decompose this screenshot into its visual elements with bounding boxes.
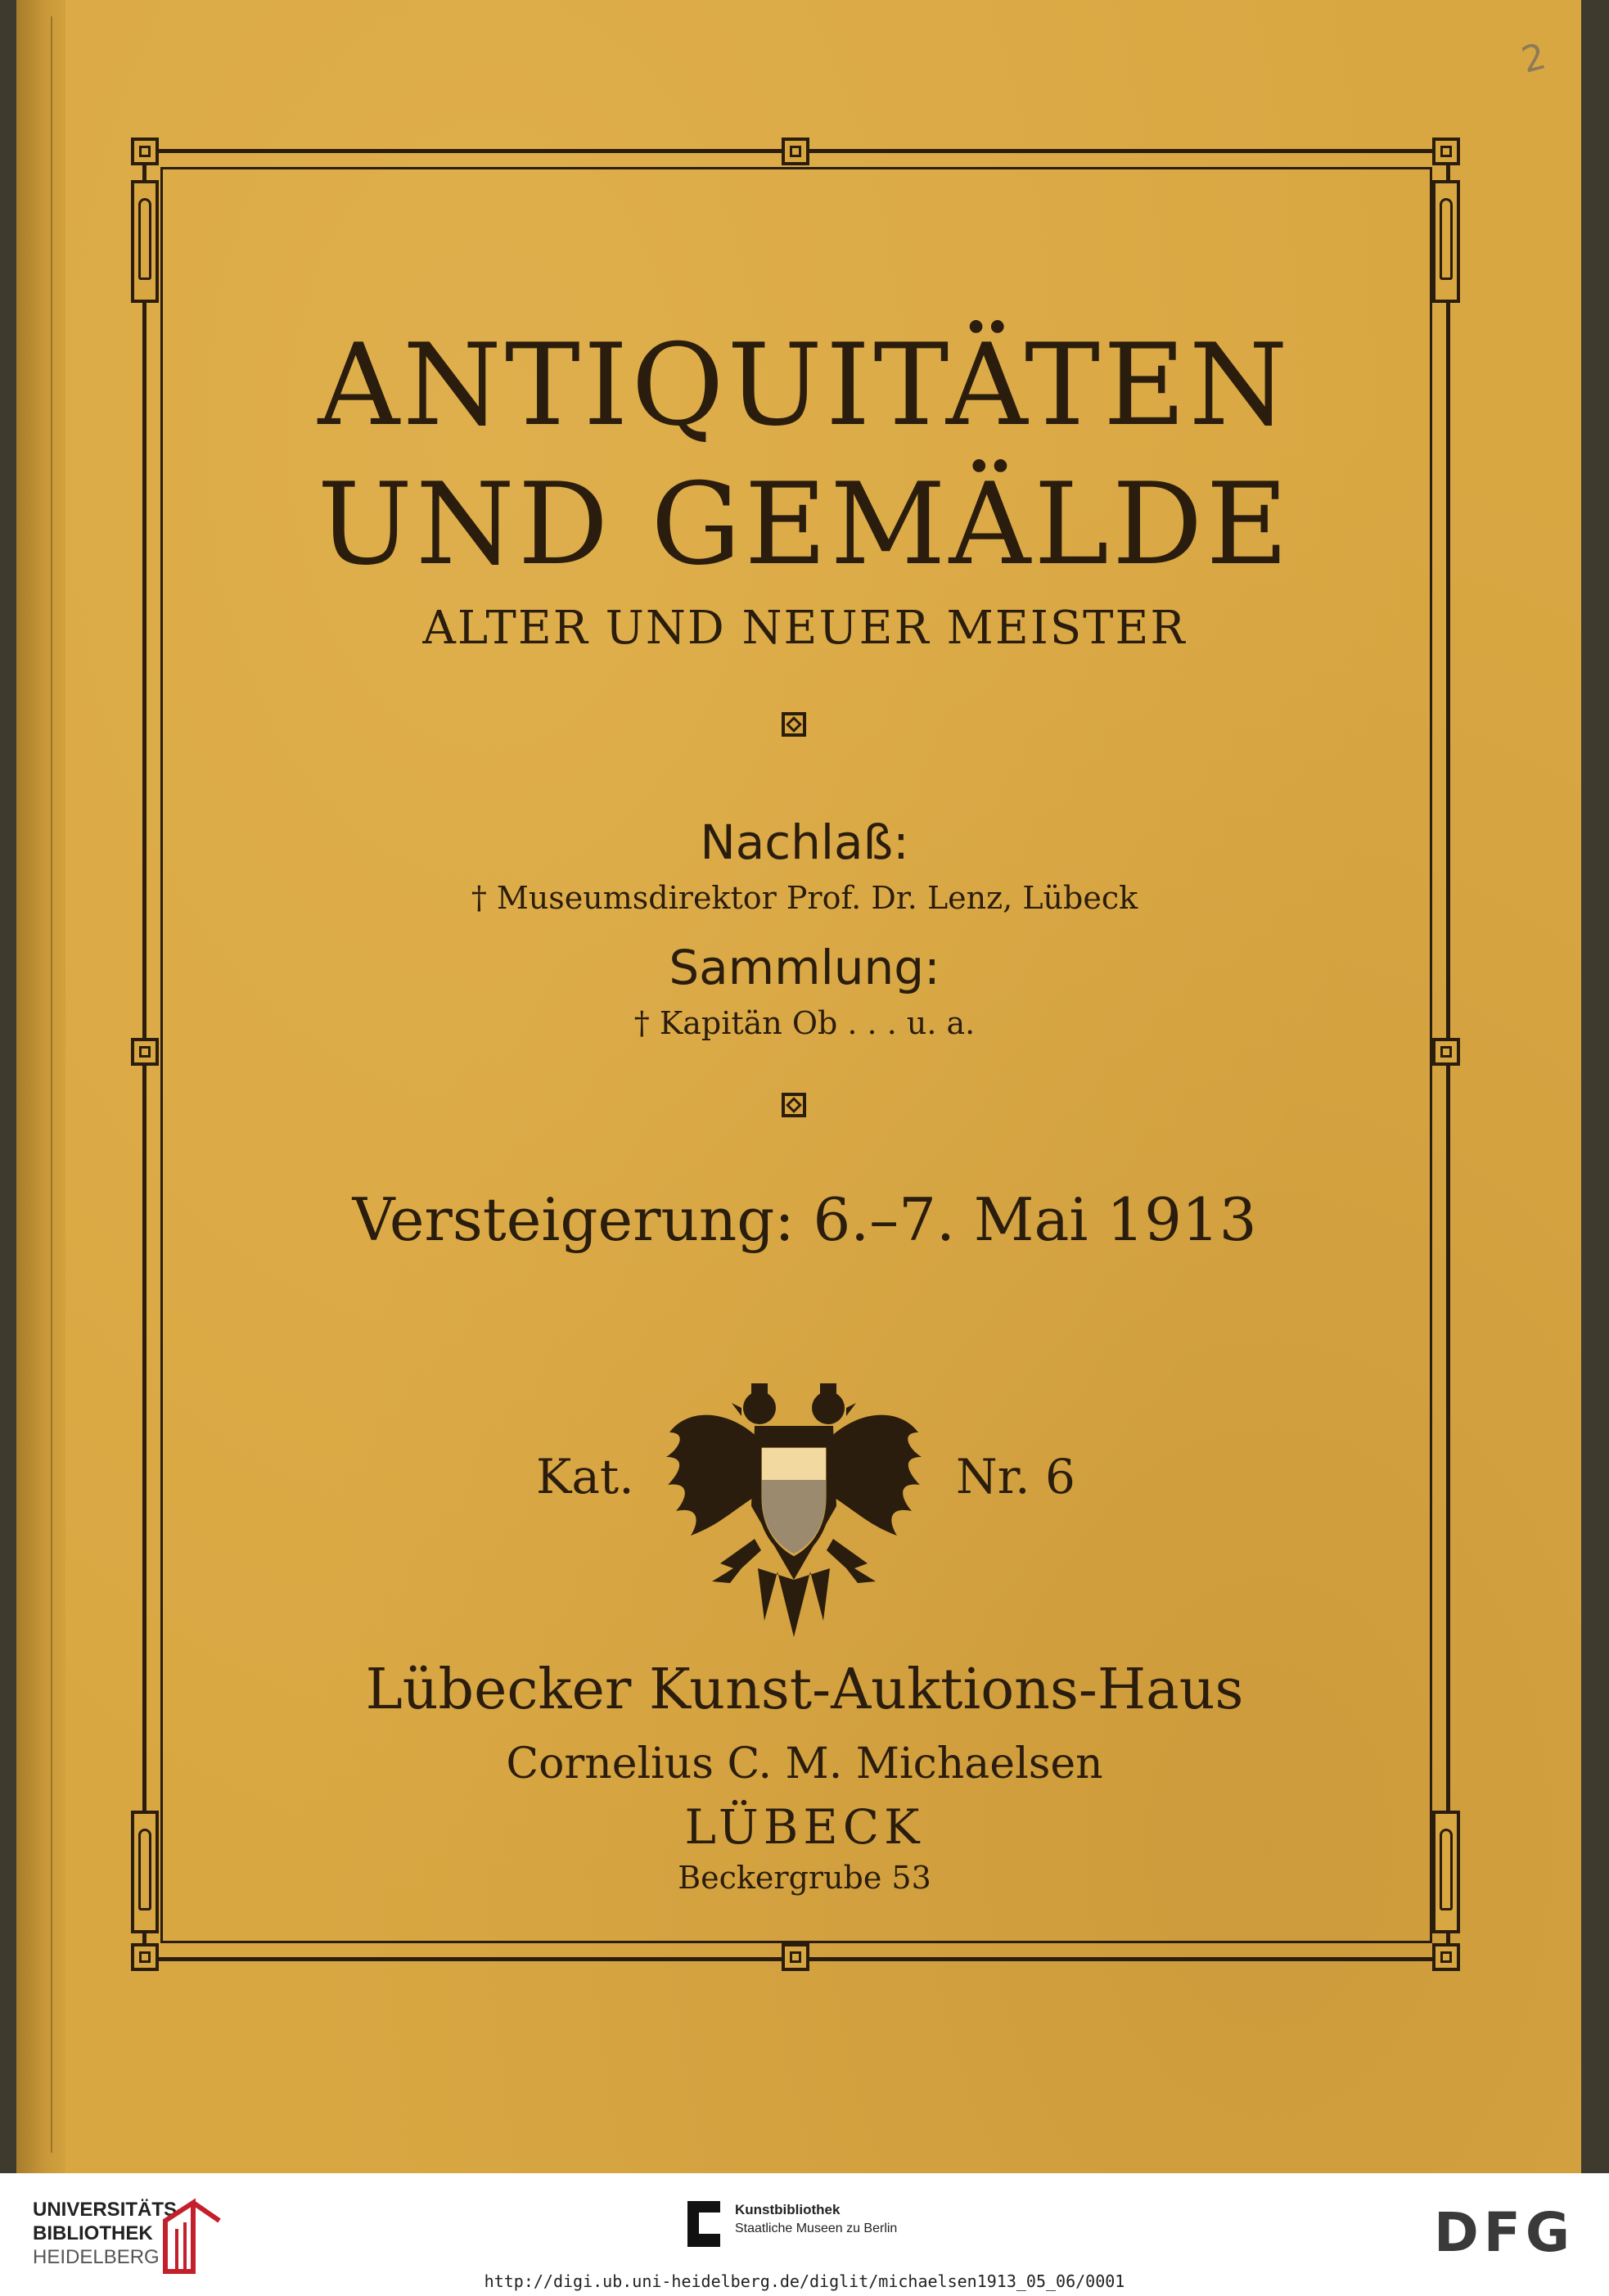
divider-ornament <box>782 1093 806 1117</box>
dfg-logo[interactable]: DFG <box>1434 2201 1575 2264</box>
kb-subtitle: Staatliche Museen zu Berlin <box>735 2222 898 2235</box>
permalink-url[interactable]: http://digi.ub.uni-heidelberg.de/diglit/michaelsen1913_05_06/0001 <box>484 2271 1125 2291</box>
catalog-label-left: Kat. <box>536 1449 634 1504</box>
title-line-1: ANTIQUITÄTEN <box>318 319 1291 451</box>
estate-name: † Museumsdirektor Prof. Dr. Lenz, Lübeck <box>471 880 1138 916</box>
divider-ornament <box>782 712 806 737</box>
kunstbibliothek-logo-icon[interactable] <box>687 2201 720 2247</box>
frame-pillar-ornament <box>131 180 159 303</box>
frame-corner-ornament <box>1432 1943 1460 1971</box>
eagle-emblem-icon <box>663 1375 925 1637</box>
catalog-label-right: Nr. 6 <box>956 1449 1075 1504</box>
ub-line-3: HEIDELBERG <box>33 2246 160 2268</box>
auction-house-city: LÜBECK <box>684 1799 925 1855</box>
frame-corner-ornament <box>131 138 159 165</box>
pencil-note: 2 <box>1517 35 1551 82</box>
auction-house-street: Beckergrube 53 <box>678 1860 931 1896</box>
subtitle: ALTER UND NEUER MEISTER <box>422 602 1187 655</box>
kb-title: Kunstbibliothek <box>735 2202 841 2217</box>
kunstbibliothek-label <box>735 2201 897 2238</box>
auction-house-name: Lübecker Kunst-Auktions-Haus <box>365 1658 1244 1722</box>
ub-line-2: BIBLIOTHEK <box>33 2222 153 2244</box>
frame-pillar-ornament <box>1432 180 1460 303</box>
frame-bottom-center-ornament <box>782 1943 809 1971</box>
ub-heidelberg-mark-icon <box>160 2196 223 2275</box>
frame-corner-ornament <box>131 1943 159 1971</box>
frame-corner-ornament <box>1432 138 1460 165</box>
frame-top-center-ornament <box>782 138 809 165</box>
auction-date: Versteigerung: 6.–7. Mai 1913 <box>352 1185 1257 1254</box>
collection-name: † Kapitän Ob . . . u. a. <box>633 1005 976 1041</box>
frame-left-center-ornament <box>131 1038 159 1066</box>
estate-label: Nachlaß: <box>700 814 909 870</box>
frame-right-center-ornament <box>1432 1038 1460 1066</box>
auction-house-owner: Cornelius C. M. Michaelsen <box>506 1739 1103 1789</box>
title-line-2: UND GEMÄLDE <box>317 458 1292 590</box>
ub-line-1: UNIVERSITÄTS- <box>33 2199 184 2221</box>
collection-label: Sammlung: <box>669 940 940 995</box>
